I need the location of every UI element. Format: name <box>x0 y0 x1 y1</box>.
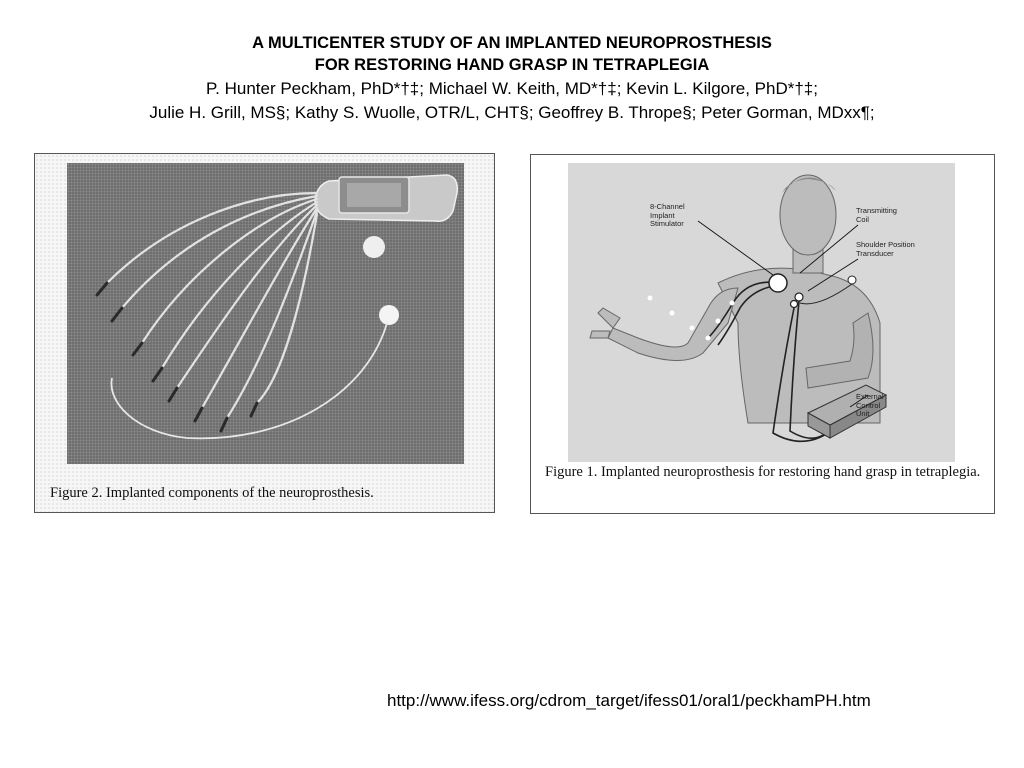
figure-2-caption: Figure 2. Implanted components of the neuroprosthesis. <box>50 485 374 501</box>
coil-label-1: Transmitting <box>856 206 897 215</box>
stimulator-label-1: 8-Channel <box>650 202 685 211</box>
source-url[interactable]: http://www.ifess.org/cdrom_target/ifess01/oral1/peckhamPH.htm <box>387 691 871 710</box>
ecu-label-1: External <box>856 392 884 401</box>
figure-2-panel <box>34 153 495 513</box>
figure-1-panel <box>530 154 995 514</box>
neuroprosthesis-illustration <box>568 163 955 462</box>
stimulator-label-2: Implant <box>650 210 675 220</box>
transducer-label-1: Shoulder Position <box>856 240 915 249</box>
ecu-label-2: Control <box>856 400 881 410</box>
ecu-label-3: Unit <box>856 409 870 418</box>
implanted-components-photo <box>67 163 464 464</box>
authors-line-1: P. Hunter Peckham, PhD*†‡; Michael W. Keith, MD*†‡; Kevin L. Kilgore, PhD*†‡; <box>206 79 818 98</box>
implant-components-drawing <box>67 163 464 464</box>
figure-1-caption: Figure 1. Implanted neuroprosthesis for restoring hand grasp in tetraplegia. <box>545 464 981 480</box>
title-line-2: FOR RESTORING HAND GRASP IN TETRAPLEGIA <box>314 56 710 74</box>
coil-label-2: Coil <box>856 214 869 224</box>
transducer-label-2: Transducer <box>856 248 894 258</box>
title-line-1: A MULTICENTER STUDY OF AN IMPLANTED NEUROPROSTHESIS <box>252 34 772 52</box>
authors-line-2: Julie H. Grill, MS§; Kathy S. Wuolle, OTR/L, CHT§; Geoffrey B. Thrope§; Peter Gorman, MDxx¶; <box>149 103 875 122</box>
stimulator-label-3: Stimulator <box>650 219 684 228</box>
